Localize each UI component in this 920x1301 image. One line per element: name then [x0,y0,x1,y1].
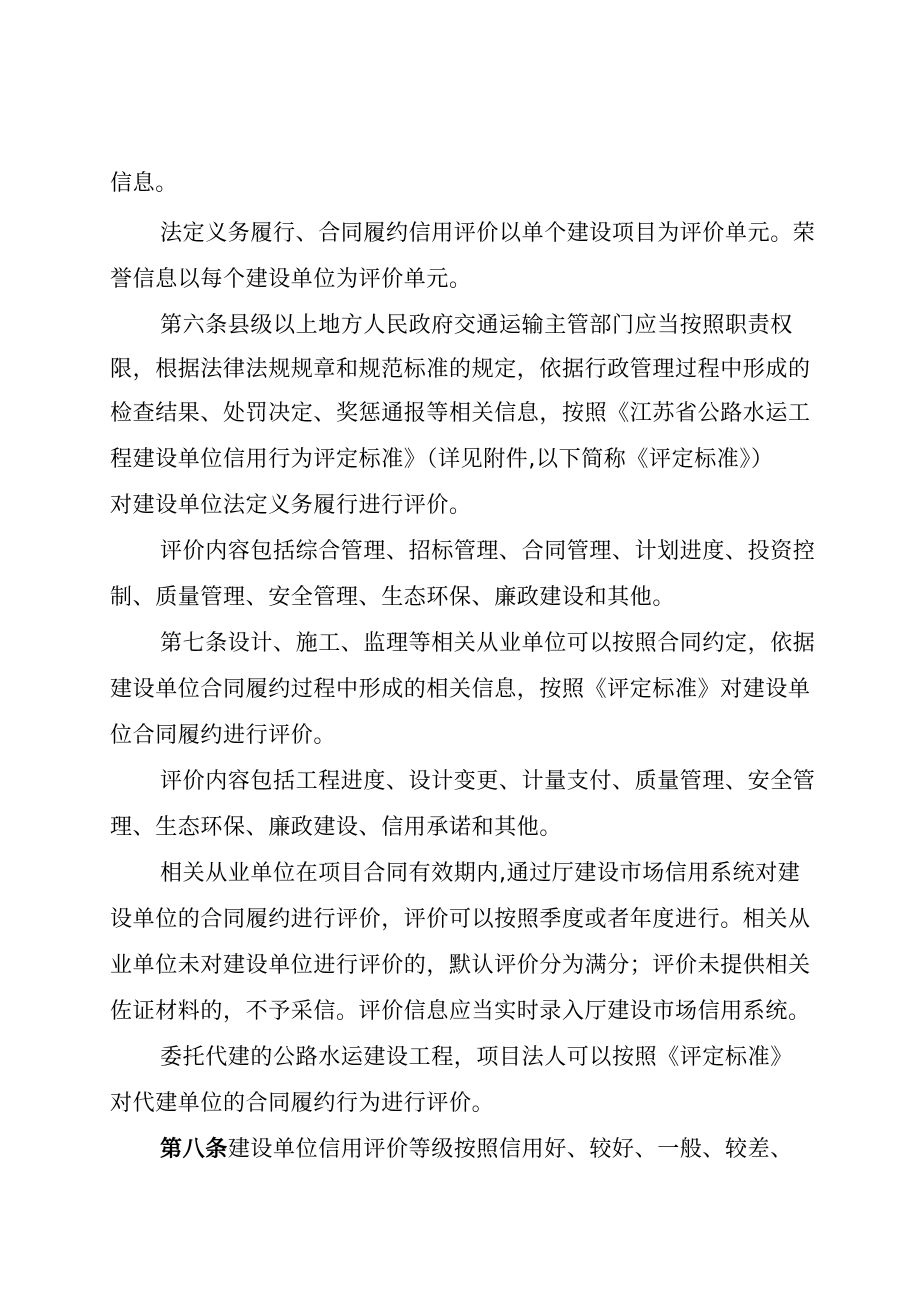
text-line: 建设单位合同履约过程中形成的相关信息，按照《评定标准》对建设单 [110,677,811,702]
text-line: 评价内容包括工程进度、设计变更、计量支付、质量管理、安全管 [160,769,816,794]
text-line: 程建设单位信用行为评定标准》（详见附件,以下简称《评定标准》） [110,447,774,472]
text-line: 位合同履约进行评价。 [110,723,337,748]
text-line: 第七条设计、施工、监理等相关从业单位可以按照合同约定，依据 [160,631,816,656]
text-line: 第六条县级以上地方人民政府交通运输主管部门应当按照职责权 [160,313,793,338]
article-heading: 第八条 [160,1137,228,1162]
text-line: 限，根据法律法规规章和规范标准的规定，依据行政管理过程中形成的 [110,357,811,382]
text-line: 制、质量管理、安全管理、生态环保、廉政建设和其他。 [110,585,676,610]
text-line: 法定义务履行、合同履约信用评价以单个建设项目为评价单元。荣 [160,221,816,246]
text-line: 委托代建的公路水运建设工程，项目法人可以按照《评定标准》 [160,1045,793,1070]
text-line: 理、生态环保、廉政建设、信用承诺和其他。 [110,815,563,840]
text-line: 对建设单位法定义务履行进行评价。 [110,493,472,518]
text-line: 对代建单位的合同履约行为进行评价。 [110,1091,495,1116]
article-text: 建设单位信用评价等级按照信用好、较好、一般、较差、 [227,1137,793,1162]
text-line [160,1130,793,1170]
text-line: 评价内容包括综合管理、招标管理、合同管理、计划进度、投资控 [160,539,816,564]
text-line: 信息。 [110,171,178,196]
text-line: 设单位的合同履约进行评价，评价可以按照季度或者年度进行。相关从 [110,907,811,932]
text-line: 誉信息以每个建设单位为评价单元。 [110,267,472,292]
text-line: 佐证材料的，不予采信。评价信息应当实时录入厅建设市场信用系统。 [110,999,811,1024]
text-line: 检查结果、处罚决定、奖惩通报等相关信息，按照《江苏省公路水运工 [110,401,811,426]
text-line: 相关从业单位在项目合同有效期内,通过厅建设市场信用系统对建 [160,861,801,886]
text-line: 业单位未对建设单位进行评价的，默认评价分为满分；评价未提供相关 [110,953,811,978]
